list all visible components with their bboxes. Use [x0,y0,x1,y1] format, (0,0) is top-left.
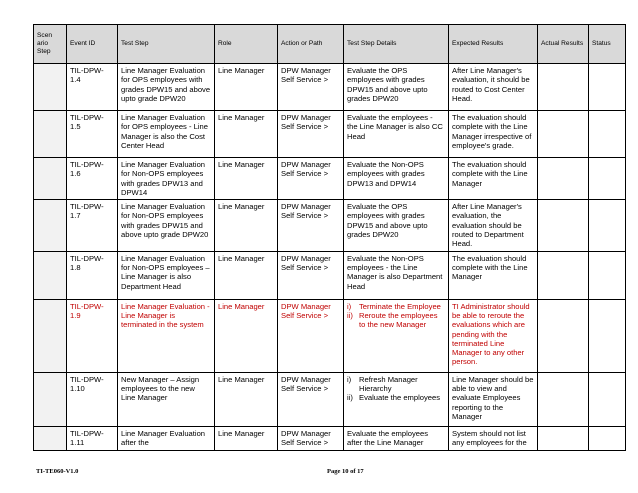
event-id-cell: TIL-DPW-1.10 [67,372,118,426]
status-cell[interactable] [589,426,626,450]
list-text: Terminate the Employee [359,301,441,311]
details-cell [344,372,449,426]
actual-cell[interactable] [538,372,589,426]
header-status: Status [589,25,626,64]
scenario-cell [34,200,67,251]
scenario-cell [34,251,67,299]
event-id-cell: TIL-DPW-1.5 [67,111,118,158]
details-cell: Evaluate the Non-OPS employees with grades DPW13 and DPW14 [344,158,449,200]
action-cell: DPW Manager Self Service > [278,299,344,372]
actual-cell[interactable] [538,200,589,251]
table-row [34,251,626,299]
scenario-cell [34,158,67,200]
status-cell[interactable] [589,372,626,426]
details-list [347,302,445,330]
details-cell: Evaluate the employees after the Line Manager [344,426,449,450]
expected-cell: Line Manager should be able to view and evaluate Employees reporting to the Manager [449,372,538,426]
expected-cell: The evaluation should complete with the Line Manager irrespective of employee's grade. [449,111,538,158]
actual-cell[interactable] [538,64,589,111]
scenario-cell [34,299,67,372]
header-action: Action or Path [278,25,344,64]
details-list [347,375,445,403]
list-number: ii) [347,310,353,320]
actual-cell[interactable] [538,158,589,200]
header-test-step: Test Step [118,25,215,64]
action-cell: DPW Manager Self Service > [278,111,344,158]
header-event-id: Event ID [67,25,118,64]
actual-cell[interactable] [538,426,589,450]
header-role: Role [215,25,278,64]
list-number: ii) [347,393,353,403]
table-row [34,64,626,111]
list-number: i) [347,301,352,311]
action-cell: DPW Manager Self Service > [278,426,344,450]
event-id-cell: TIL-DPW-1.7 [67,200,118,251]
details-cell: Evaluate the OPS employees with grades DPW15 and above upto grades DPW20 [344,64,449,111]
list-text: Reroute the employees to the new Manager [359,310,438,330]
list-number: i) [347,374,352,384]
actual-cell[interactable] [538,251,589,299]
role-cell: Line Manager [215,200,278,251]
role-cell: Line Manager [215,111,278,158]
header-scenario-step: Scen ario Step [34,25,67,64]
action-cell: DPW Manager Self Service > [278,158,344,200]
test-step-cell: New Manager – Assign employees to the new Line Manager [118,372,215,426]
table-row [34,299,626,372]
scenario-cell [34,111,67,158]
test-step-cell: Line Manager Evaluation for Non-OPS employees with grades DPW13 and DPW14 [118,158,215,200]
table-row [34,426,626,450]
details-cell [344,299,449,372]
header-details: Test Step Details [344,25,449,64]
expected-cell: The evaluation should complete with the Line Manager [449,158,538,200]
list-item [347,311,445,330]
scenario-cell [34,64,67,111]
test-step-cell: Line Manager Evaluation for OPS employees with grades DPW15 and above upto grade DPW20 [118,64,215,111]
test-script-table [33,24,626,451]
actual-cell[interactable] [538,299,589,372]
footer-page-number: Page 10 of 17 [327,468,364,475]
expected-cell: After Line Manager's evaluation, the evaluation should be routed to Department Head. [449,200,538,251]
header-actual: Actual Results [538,25,589,64]
role-cell: Line Manager [215,299,278,372]
status-cell[interactable] [589,111,626,158]
action-cell: DPW Manager Self Service > [278,200,344,251]
scenario-cell [34,426,67,450]
footer-doc-id: TI-TE060-V1.0 [36,468,79,475]
list-text: Refresh Manager Hierarchy [359,374,418,393]
table-row [34,158,626,200]
test-script-table-container [33,24,625,451]
expected-cell: System should not list any employees for the [449,426,538,450]
details-cell: Evaluate the OPS employees with grades DPW15 and above upto grades DPW20 [344,200,449,251]
actual-cell[interactable] [538,111,589,158]
action-cell: DPW Manager Self Service > [278,251,344,299]
test-step-cell: Line Manager Evaluation after the [118,426,215,450]
details-cell: Evaluate the employees - the Line Manager is also CC Head [344,111,449,158]
action-cell: DPW Manager Self Service > [278,64,344,111]
event-id-cell: TIL-DPW-1.9 [67,299,118,372]
test-step-cell: Line Manager Evaluation - Line Manager is terminated in the system [118,299,215,372]
test-step-cell: Line Manager Evaluation for OPS employees - Line Manager is also the Cost Center Head [118,111,215,158]
event-id-cell: TIL-DPW-1.4 [67,64,118,111]
list-item [347,393,445,402]
role-cell: Line Manager [215,251,278,299]
event-id-cell: TIL-DPW-1.6 [67,158,118,200]
status-cell[interactable] [589,158,626,200]
test-step-cell: Line Manager Evaluation for Non-OPS employees – Line Manager is also Department Head [118,251,215,299]
expected-cell: TI Administrator should be able to reroute the evaluations which are pending with the terminated Line Manager to any other person. [449,299,538,372]
event-id-cell: TIL-DPW-1.8 [67,251,118,299]
table-row [34,111,626,158]
status-cell[interactable] [589,251,626,299]
event-id-cell: TIL-DPW-1.11 [67,426,118,450]
list-item [347,302,445,311]
table-row [34,372,626,426]
details-cell: Evaluate the Non-OPS employees - the Line Manager is also Department Head [344,251,449,299]
role-cell: Line Manager [215,426,278,450]
status-cell[interactable] [589,299,626,372]
role-cell: Line Manager [215,158,278,200]
table-row [34,200,626,251]
action-cell: DPW Manager Self Service > [278,372,344,426]
header-expected: Expected Results [449,25,538,64]
role-cell: Line Manager [215,64,278,111]
role-cell: Line Manager [215,372,278,426]
expected-cell: The evaluation should complete with the Line Manager [449,251,538,299]
test-step-cell: Line Manager Evaluation for Non-OPS employees with grades DPW15 and above upto grade DPW20 [118,200,215,251]
header-row [34,25,626,64]
scenario-cell [34,372,67,426]
list-item [347,375,445,394]
expected-cell: After Line Manager's evaluation, it should be routed to Cost Center Head. [449,64,538,111]
list-text: Evaluate the employees [359,393,441,403]
status-cell[interactable] [589,200,626,251]
status-cell[interactable] [589,64,626,111]
